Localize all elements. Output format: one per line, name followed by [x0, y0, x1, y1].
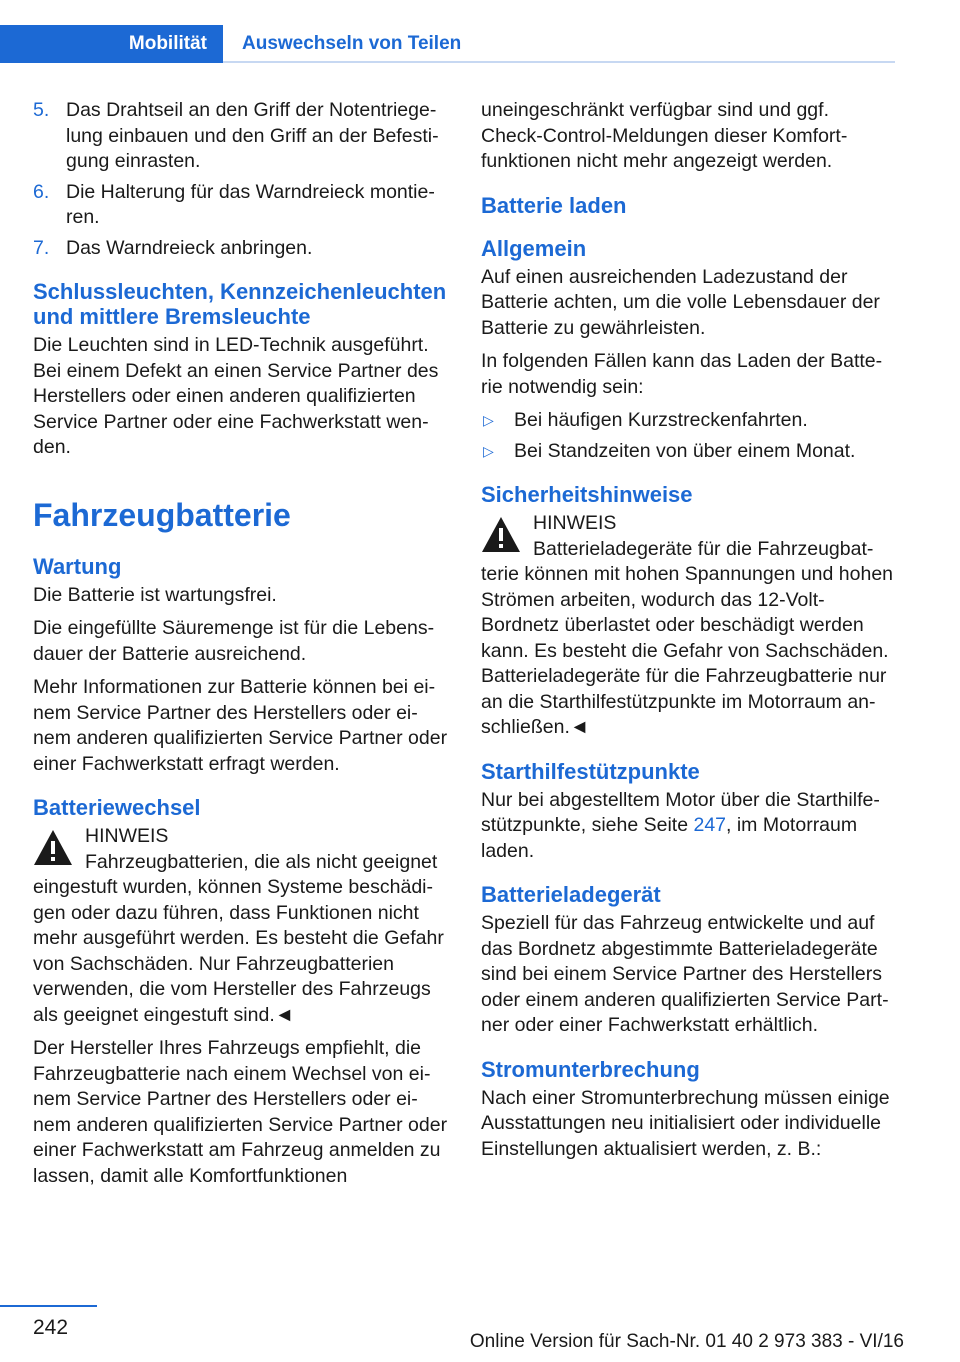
bullet-text: Bei Standzeiten von über einem Monat.: [514, 439, 856, 462]
paragraph-wartung-1: Die Batterie ist wartungsfrei.: [33, 583, 277, 606]
notice-label: HINWEIS: [533, 512, 617, 534]
online-version-note: Online Version für Sach-Nr. 01 40 2 973 383 - VI/16: [469, 1331, 904, 1352]
notice-sicherheit: [481, 511, 896, 741]
tab-underline: [223, 61, 895, 63]
heading-allgemein: Allgemein: [481, 235, 587, 261]
footer-divider: [0, 1305, 97, 1307]
paragraph-allgemein-2: In folgenden Fällen kann das Laden der Batterie notwendig sein:: [481, 350, 883, 398]
heading-batterieladegeraet: Batterieladegerät: [481, 882, 661, 907]
notice-text: Batterieladegeräte für die Fahrzeugbatterie können mit hohen Spannungen und hohen Strömen arbeiten, wodurch das 12-Volt-Bordnetz überlastet oder beschädigt werden kann. Es besteht die Gefahr von Sachschäden. Batterieladegeräte für die Fahrzeugbatterie nur an die Starthilfestützpunkte im Motorraum anschließen.◄: [481, 537, 894, 738]
list-item: [33, 236, 448, 262]
list-text: Das Drahtseil an den Griff der Notentriegelung einbauen und den Griff an der Befestigung einrasten.: [66, 99, 439, 172]
heading-wartung: Wartung: [33, 553, 122, 579]
heading-fahrzeugbatterie: Fahrzeugbatterie: [33, 496, 291, 533]
list-number: 7.: [33, 236, 50, 259]
paragraph-wartung-3: Mehr Informationen zur Batterie können bei einem Service Partner des Herstellers oder einem anderen qualifizierten Service Partner oder einer Fachwerkstatt erfragt werden.: [33, 676, 448, 775]
starthilfe-text-pre: Nur bei abgestelltem Motor über die Starthilfestützpunkte, siehe Seite: [481, 788, 880, 836]
triangle-bullet-icon: ▷: [483, 442, 494, 459]
paragraph-batterieladegeraet: Speziell für das Fahrzeug entwickelte und auf das Bordnetz abgestimmte Batterieladegeräte sind bei einem Service Partner des Herstellers oder einem anderen qualifizierten Service Partner oder einer Fachwerkstatt erhältlich.: [481, 912, 889, 1036]
notice-text: Fahrzeugbatterien, die als nicht geeignet eingestuft wurden, können Systeme beschädigen oder dazu führen, dass Funktionen nicht mehr ausgeführt werden. Es besteht die Gefahr von Sachschäden. Nur Fahrzeugbatterien verwenden, die vom Hersteller des Fahrzeugs als geeignet eingestuft sind.◄: [33, 850, 444, 1026]
notice-batteriewechsel: [33, 824, 448, 1028]
left-column: [33, 98, 448, 1197]
list-item: [481, 408, 896, 434]
list-number: 5.: [33, 99, 50, 121]
tab-auswechseln-von-teilen[interactable]: Auswechseln von Teilen: [242, 33, 462, 54]
page-number: 242: [33, 1316, 69, 1339]
numbered-list: [33, 98, 448, 261]
tab-mobilitaet[interactable]: Mobilität: [0, 25, 223, 63]
paragraph-starthilfe: [481, 788, 896, 865]
warning-triangle-icon: [33, 828, 73, 868]
notice-label: HINWEIS: [85, 825, 169, 847]
heading-starthilfestuetzpunkte: Starthilfestützpunkte: [481, 758, 700, 784]
list-text: Die Halterung für das Warndreieck montieren.: [66, 180, 435, 228]
paragraph-continued: uneingeschränkt verfügbar sind und ggf. Check-Control-Meldungen dieser Komfortfunktionen nicht mehr angezeigt werden.: [481, 99, 848, 172]
starthilfe-text-post: , im Motorraum laden.: [481, 814, 858, 862]
list-item: [33, 98, 448, 175]
paragraph-batteriewechsel: Der Hersteller Ihres Fahrzeugs empfiehlt, die Fahrzeugbatterie nach einem Wechsel von einem Service Partner des Herstellers oder einem anderen qualifizierten Service Partner oder einer Fachwerkstatt am Fahrzeug anmelden zu lassen, damit alle Komfortfunktionen: [33, 1037, 448, 1187]
heading-batterie-laden: Batterie laden: [481, 192, 627, 218]
triangle-bullet-icon: ▷: [483, 412, 494, 428]
bullet-list: [481, 408, 896, 464]
list-text: Das Warndreieck anbringen.: [66, 236, 313, 259]
paragraph-schlussleuchten: Die Leuchten sind in LED-Technik ausgeführt. Bei einem Defekt an einen Service Partner des Herstellers oder einen anderen qualifizierten Service Partner oder eine Fachwerkstatt wenden.: [33, 334, 439, 458]
heading-batteriewechsel: Batteriewechsel: [33, 795, 201, 820]
paragraph-wartung-2: Die eingefüllte Säuremenge ist für die Lebensdauer der Batterie ausreichend.: [33, 617, 435, 665]
paragraph-stromunterbrechung: Nach einer Stromunterbrechung müssen einige Ausstattungen neu initialisiert oder individuelle Einstellungen aktualisiert werden, z. B.:: [481, 1086, 890, 1160]
list-number: 6.: [33, 180, 50, 203]
right-column: [481, 98, 896, 1170]
warning-triangle-icon: [481, 515, 521, 555]
list-item: [33, 180, 448, 231]
paragraph-allgemein-1: Auf einen ausreichenden Ladezustand der Batterie achten, um die volle Lebensdauer der Batterie zu gewährleisten.: [481, 265, 880, 339]
list-item: [481, 439, 896, 465]
header-tabbar: [0, 25, 895, 63]
heading-schlussleuchten: Schlussleuchten, Kennzeichenleuchten und mittlere Bremsleuchte: [33, 279, 447, 329]
page-reference-link[interactable]: 247: [693, 814, 727, 836]
heading-stromunterbrechung: Stromunterbrechung: [481, 1056, 700, 1082]
heading-sicherheitshinweise: Sicherheitshinweise: [481, 482, 693, 507]
bullet-text: Bei häufigen Kurzstreckenfahrten.: [514, 409, 808, 431]
